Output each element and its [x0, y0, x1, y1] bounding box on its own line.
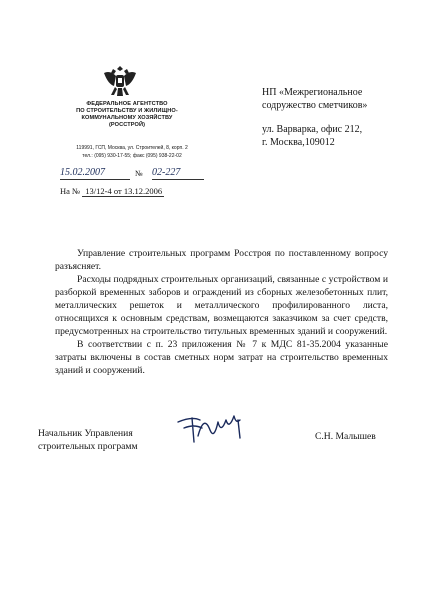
letter-body — [55, 247, 388, 377]
agency-line: ПО СТРОИТЕЛЬСТВУ И ЖИЛИЩНО- — [76, 108, 178, 114]
recipient-line: НП «Межрегиональное — [262, 87, 363, 98]
registration-number-label: № — [135, 169, 143, 178]
agency-address: 119991, ГСП, Москва, ул. Строителей, 8, корп. 2 — [76, 145, 188, 151]
recipient-address-line: г. Москва,109012 — [262, 137, 335, 148]
coat-of-arms-icon — [100, 60, 140, 100]
registration-line — [60, 167, 220, 181]
agency-line: КОММУНАЛЬНОМУ ХОЗЯЙСТВУ — [81, 115, 173, 121]
reference-label: На № — [60, 186, 81, 196]
recipient-line: содружество сметчиков» — [262, 100, 368, 111]
handwritten-signature — [172, 408, 262, 448]
body-paragraph: В соответствии с п. 23 приложения № 7 к МДС 81-35.2004 указанные затраты включены в состав сметных норм затрат на строительство временных зданий и сооружений. — [55, 339, 388, 376]
recipient-address-line: ул. Варварка, офис 212, — [262, 124, 363, 135]
reference-line — [60, 186, 220, 196]
recipient-name — [262, 86, 412, 112]
signer-title-line: строительных программ — [38, 441, 138, 452]
recipient-address — [262, 123, 412, 149]
agency-line: ФЕДЕРАЛЬНОЕ АГЕНТСТВО — [86, 101, 168, 107]
agency-contacts — [52, 144, 212, 160]
registration-date: 15.02.2007 — [60, 167, 130, 180]
agency-phones: тел.: (095) 930-17-55; факс (095) 938-22-02 — [82, 153, 182, 159]
signer-name: С.Н. Малышев — [315, 431, 376, 442]
reference-value: 13/12-4 от 13.12.2006 — [82, 186, 164, 197]
signer-title-line: Начальник Управления — [38, 428, 133, 439]
signer-title — [38, 427, 178, 453]
registration-number: 02-227 — [152, 167, 204, 180]
body-paragraph: Управление строительных программ Росстроя по поставленному вопросу разъясняет. — [55, 248, 388, 272]
agency-name — [57, 101, 197, 129]
body-paragraph: Расходы подрядных строительных организаций, связанные с устройством и разборкой временных заборов и ограждений из сборных железобетонных плит, металлических решеток и металлического профилированного листа, относящихся к основным средствам, возмещаются заказчиком за счет средств, предусмотренных на строительство титульных временных зданий и сооружений. — [55, 274, 388, 337]
agency-line: (РОССТРОЙ) — [108, 122, 146, 128]
